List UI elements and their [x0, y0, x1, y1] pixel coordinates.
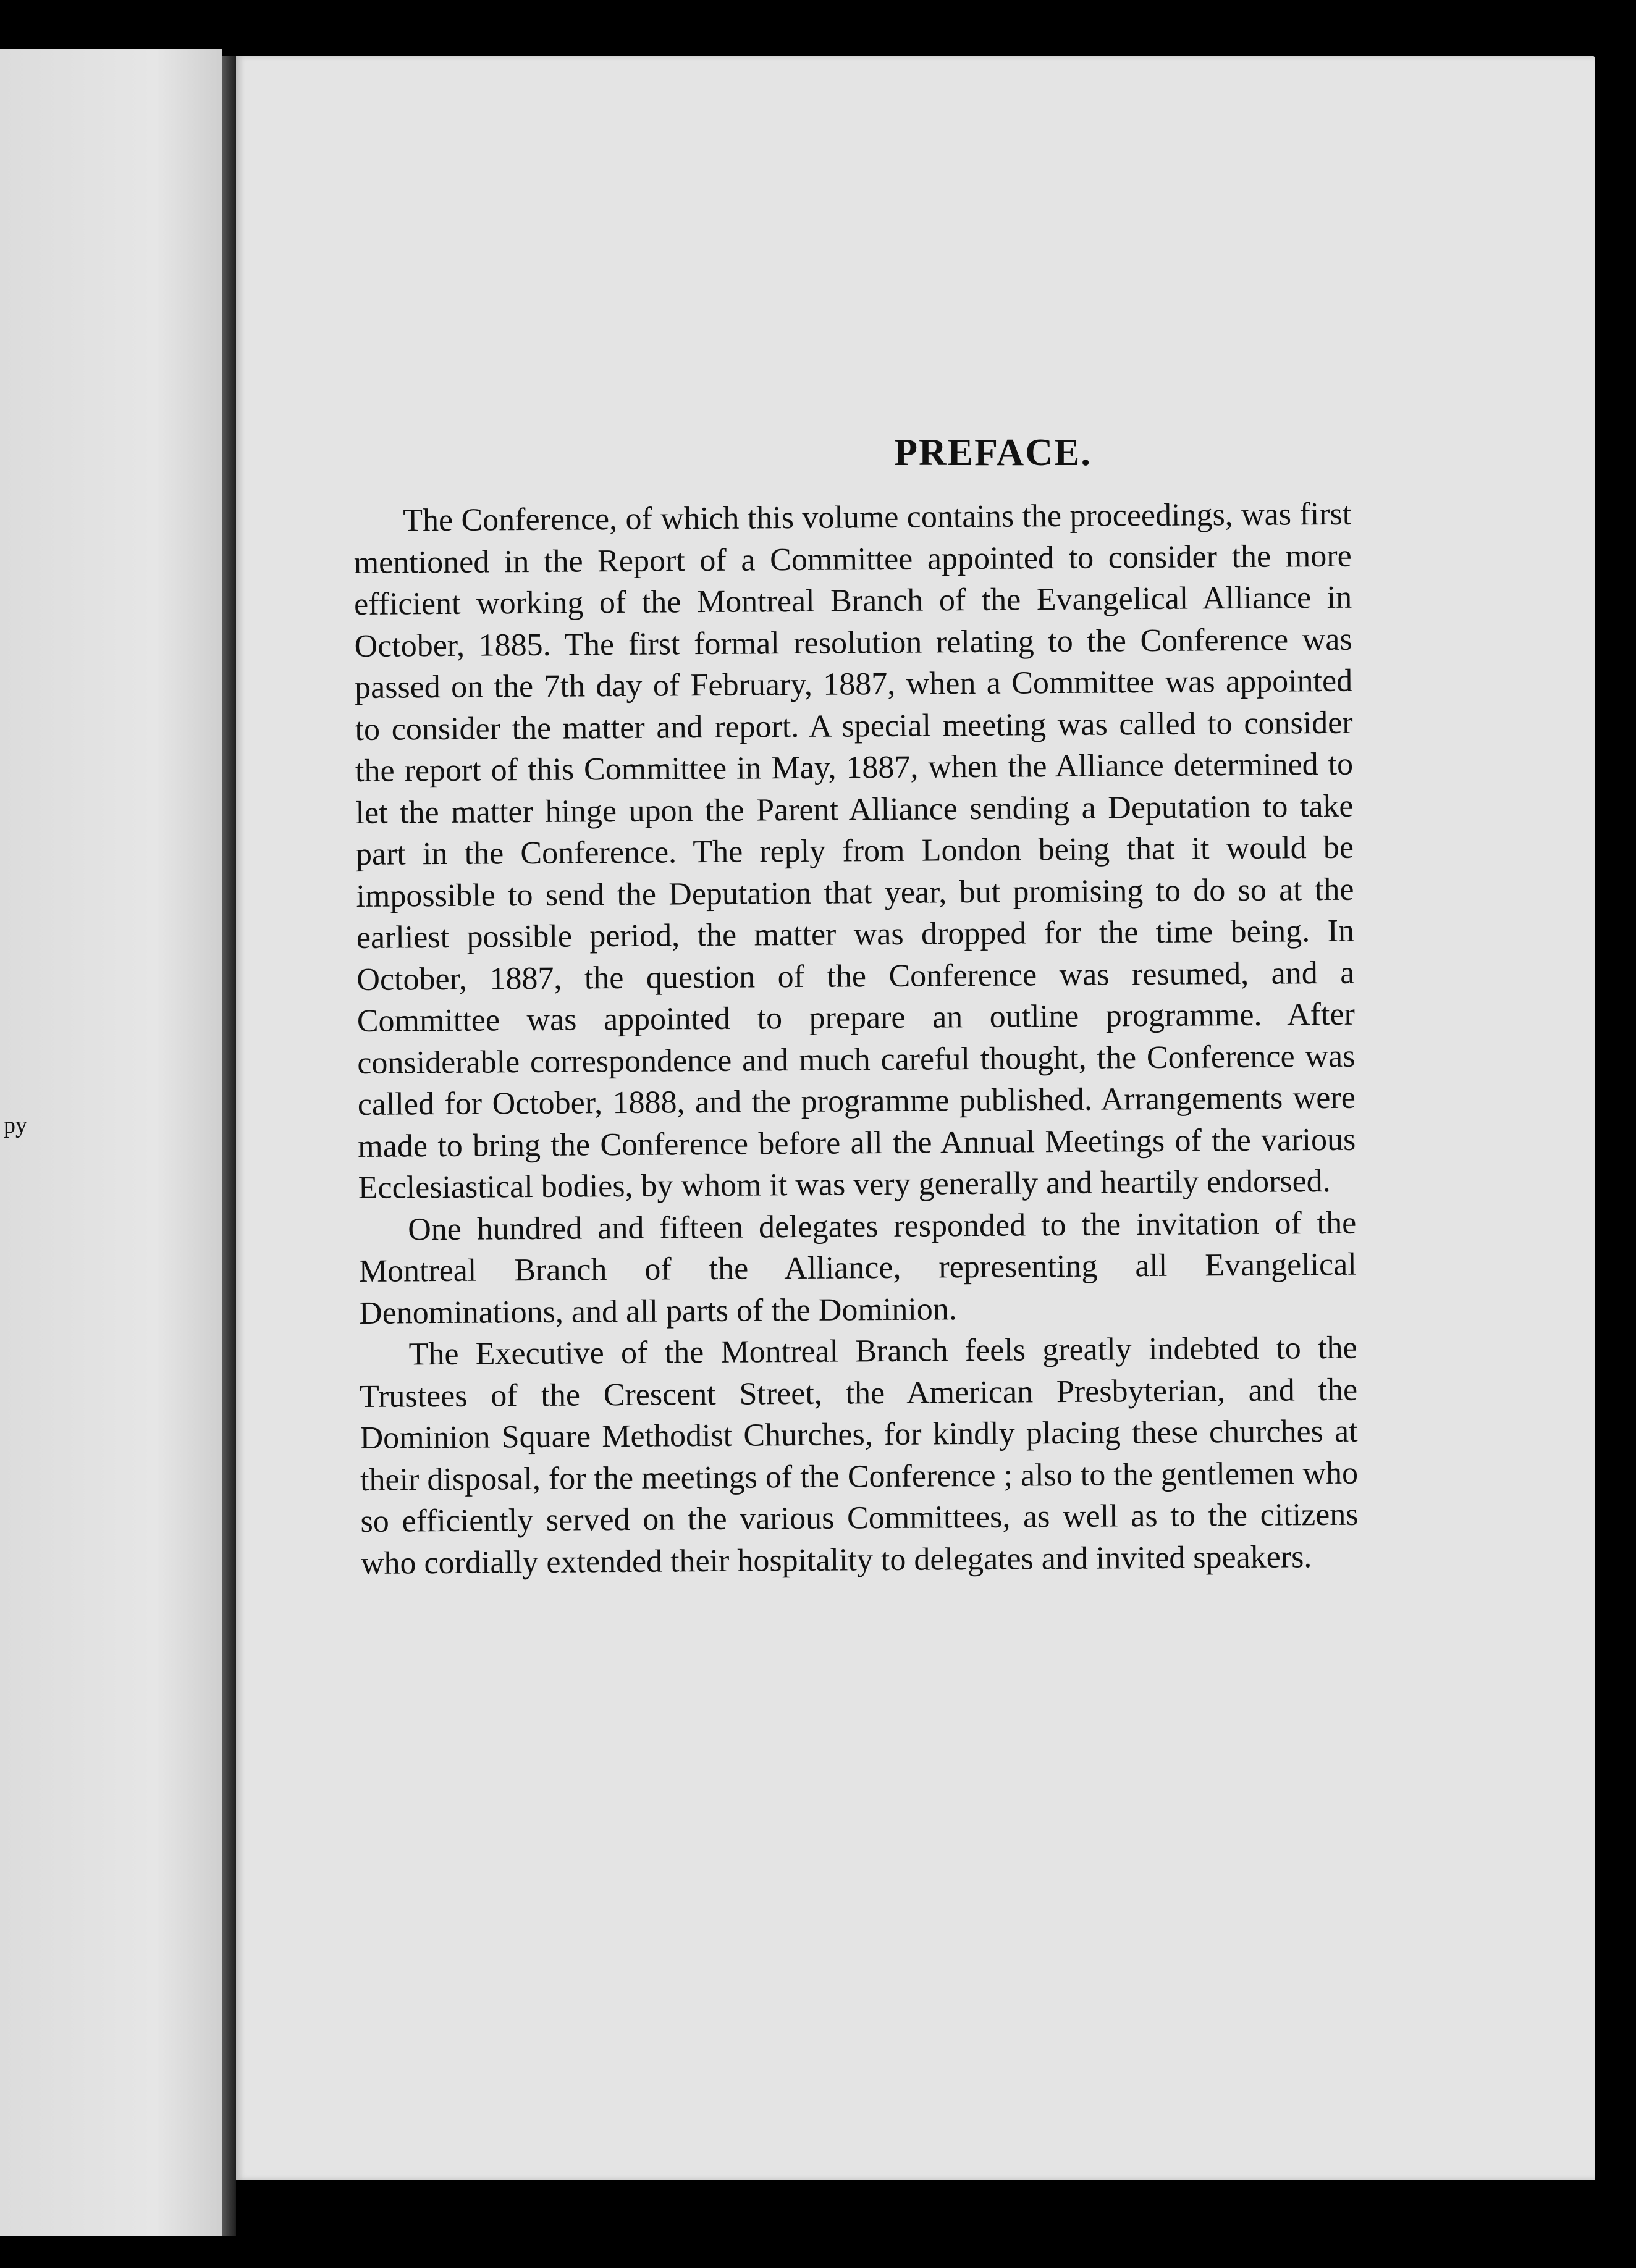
left-page: [0, 49, 222, 2236]
preface-body: [353, 494, 1359, 1584]
paragraph-2: One hundred and fifteen delegates responded to the invitation of the Montreal Branch of the Alliance, representing all Evangelical Denominations, and all parts of the Dominion.: [358, 1205, 1357, 1331]
book-gutter: [222, 56, 236, 2236]
paragraph-3: The Executive of the Montreal Branch feels greatly indebted to the Trustees of the Crescent Street, the American Presbyterian, and the Dominion Square Methodist Churches, for kindly placing these churches at their disposal, for the meetings of the Conference ; also to the gentlemen who so efficiently served on the various Committees, as well as to the citizens who cordially extended their hospitality to delegates and invited speakers.: [359, 1330, 1359, 1581]
paragraph-1: The Conference, of which this volume contains the proceedings, was first mentioned in the Report of a Committee appointed to consider the more efficient working of the Montreal Branch of the Evangelical Alliance in October, 1885. The first formal resolution relating to the Conference was passed on the 7th day of February, 1887, when a Committee was appointed to consider the matter and report. A special meeting was called to consider the report of this Committee in May, 1887, when the Alliance determined to let the matter hinge upon the Parent Alliance sending a Deputation to take part in the Conference. The reply from London being that it would be impossible to send the Deputation that year, but promising to do so at the earliest possible period, the matter was dropped for the time being. In October, 1887, the question of the Conference was resumed, and a Committee was appointed to prepare an outline programme. After considerable correspondence and much careful thought, the Conference was called for October, 1888, and the programme published. Arrangements were made to bring the Conference before all the Annual Meetings of the various Ecclesiastical bodies, by whom it was very generally and heartily endorsed.: [353, 496, 1356, 1206]
page-title: PREFACE.: [894, 432, 1092, 474]
preface-page: [236, 56, 1595, 2180]
left-page-text-fragment: py: [4, 1112, 27, 1138]
